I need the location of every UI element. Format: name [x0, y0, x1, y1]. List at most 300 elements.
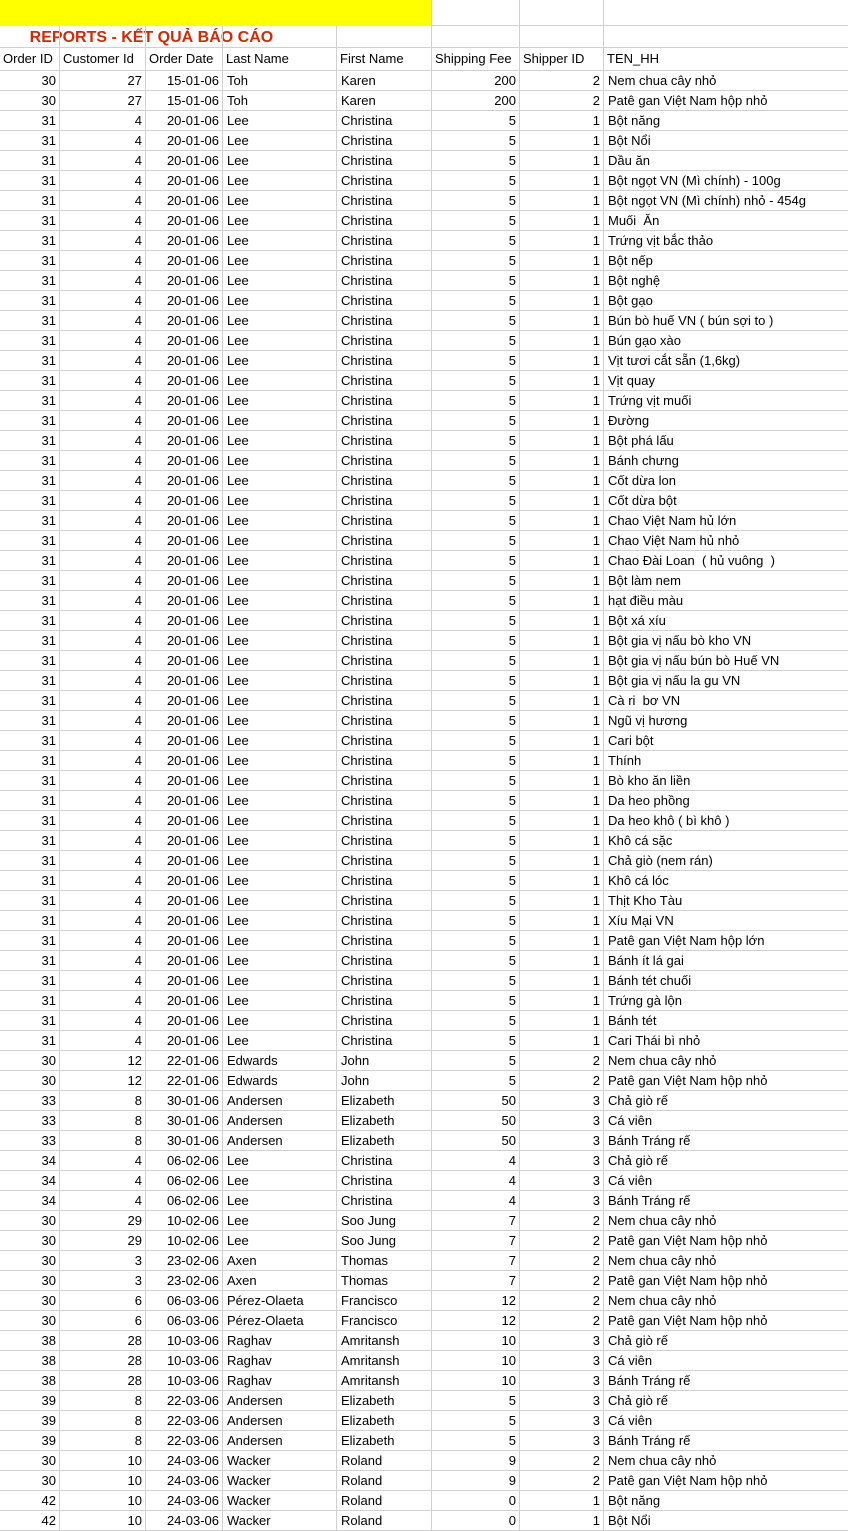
cell-shipper_id[interactable]: 1: [520, 351, 604, 371]
cell-shipper_id[interactable]: 1: [520, 251, 604, 271]
cell-shipping_fee[interactable]: 4: [432, 1171, 520, 1191]
cell-first_name[interactable]: Christina: [337, 631, 432, 651]
cell-shipper_id[interactable]: 1: [520, 1031, 604, 1051]
cell-order_id[interactable]: 31: [0, 991, 60, 1011]
cell-customer_id[interactable]: 4: [60, 991, 146, 1011]
cell-last_name[interactable]: Axen: [223, 1271, 337, 1291]
cell-last_name[interactable]: Lee: [223, 551, 337, 571]
cell-order_id[interactable]: 31: [0, 931, 60, 951]
cell-first_name[interactable]: Christina: [337, 891, 432, 911]
cell-first_name[interactable]: Amritansh: [337, 1351, 432, 1371]
cell-customer_id[interactable]: 4: [60, 971, 146, 991]
cell-order_id[interactable]: 42: [0, 1511, 60, 1531]
cell-shipping_fee[interactable]: 5: [432, 511, 520, 531]
cell-shipping_fee[interactable]: 7: [432, 1231, 520, 1251]
cell-last_name[interactable]: Lee: [223, 671, 337, 691]
empty-cell[interactable]: [520, 0, 604, 26]
cell-last_name[interactable]: Lee: [223, 631, 337, 651]
cell-ten_hh[interactable]: Đường: [604, 411, 848, 431]
cell-order_id[interactable]: 38: [0, 1351, 60, 1371]
cell-first_name[interactable]: Christina: [337, 811, 432, 831]
cell-customer_id[interactable]: 4: [60, 331, 146, 351]
cell-order_id[interactable]: 31: [0, 451, 60, 471]
empty-cell[interactable]: [432, 26, 520, 48]
cell-order_date[interactable]: 20-01-06: [146, 691, 223, 711]
cell-shipper_id[interactable]: 1: [520, 271, 604, 291]
cell-shipping_fee[interactable]: 5: [432, 131, 520, 151]
cell-shipper_id[interactable]: 2: [520, 1071, 604, 1091]
cell-order_id[interactable]: 31: [0, 391, 60, 411]
cell-shipper_id[interactable]: 1: [520, 871, 604, 891]
cell-shipper_id[interactable]: 1: [520, 971, 604, 991]
cell-shipper_id[interactable]: 1: [520, 191, 604, 211]
cell-first_name[interactable]: Christina: [337, 211, 432, 231]
cell-first_name[interactable]: Christina: [337, 711, 432, 731]
cell-last_name[interactable]: Lee: [223, 251, 337, 271]
cell-last_name[interactable]: Edwards: [223, 1071, 337, 1091]
cell-order_date[interactable]: 20-01-06: [146, 111, 223, 131]
cell-ten_hh[interactable]: Chả giò (nem rán): [604, 851, 848, 871]
cell-shipper_id[interactable]: 2: [520, 1451, 604, 1471]
cell-order_date[interactable]: 20-01-06: [146, 571, 223, 591]
cell-first_name[interactable]: Christina: [337, 831, 432, 851]
cell-last_name[interactable]: Lee: [223, 951, 337, 971]
cell-shipper_id[interactable]: 1: [520, 811, 604, 831]
column-header-last_name[interactable]: Last Name: [223, 48, 337, 71]
cell-customer_id[interactable]: 4: [60, 1011, 146, 1031]
cell-customer_id[interactable]: 4: [60, 1191, 146, 1211]
cell-customer_id[interactable]: 10: [60, 1471, 146, 1491]
cell-last_name[interactable]: Toh: [223, 91, 337, 111]
cell-ten_hh[interactable]: Bánh Tráng rế: [604, 1371, 848, 1391]
column-header-order_date[interactable]: Order Date: [146, 48, 223, 71]
cell-customer_id[interactable]: 10: [60, 1491, 146, 1511]
cell-shipping_fee[interactable]: 5: [432, 151, 520, 171]
cell-order_date[interactable]: 20-01-06: [146, 551, 223, 571]
cell-order_date[interactable]: 20-01-06: [146, 291, 223, 311]
cell-ten_hh[interactable]: Cốt dừa lon: [604, 471, 848, 491]
cell-shipper_id[interactable]: 1: [520, 111, 604, 131]
cell-ten_hh[interactable]: Bột nếp: [604, 251, 848, 271]
cell-last_name[interactable]: Lee: [223, 411, 337, 431]
cell-last_name[interactable]: Edwards: [223, 1051, 337, 1071]
cell-shipping_fee[interactable]: 5: [432, 531, 520, 551]
cell-order_id[interactable]: 30: [0, 1051, 60, 1071]
cell-order_date[interactable]: 20-01-06: [146, 911, 223, 931]
cell-ten_hh[interactable]: Trứng vịt bắc thảo: [604, 231, 848, 251]
cell-shipping_fee[interactable]: 5: [432, 651, 520, 671]
cell-ten_hh[interactable]: Chả giò rế: [604, 1391, 848, 1411]
cell-shipping_fee[interactable]: 4: [432, 1151, 520, 1171]
cell-ten_hh[interactable]: Bánh Tráng rế: [604, 1191, 848, 1211]
cell-shipping_fee[interactable]: 0: [432, 1491, 520, 1511]
cell-customer_id[interactable]: 4: [60, 251, 146, 271]
cell-ten_hh[interactable]: Cá viên: [604, 1111, 848, 1131]
cell-customer_id[interactable]: 4: [60, 151, 146, 171]
cell-ten_hh[interactable]: Trứng gà lộn: [604, 991, 848, 1011]
cell-customer_id[interactable]: 4: [60, 731, 146, 751]
cell-last_name[interactable]: Lee: [223, 531, 337, 551]
cell-shipper_id[interactable]: 1: [520, 231, 604, 251]
cell-order_date[interactable]: 20-01-06: [146, 331, 223, 351]
cell-order_id[interactable]: 31: [0, 351, 60, 371]
cell-order_date[interactable]: 20-01-06: [146, 251, 223, 271]
cell-order_date[interactable]: 30-01-06: [146, 1091, 223, 1111]
cell-first_name[interactable]: Amritansh: [337, 1371, 432, 1391]
cell-customer_id[interactable]: 4: [60, 371, 146, 391]
cell-order_id[interactable]: 31: [0, 971, 60, 991]
cell-order_date[interactable]: 10-03-06: [146, 1331, 223, 1351]
cell-order_id[interactable]: 31: [0, 311, 60, 331]
cell-first_name[interactable]: Christina: [337, 991, 432, 1011]
cell-ten_hh[interactable]: Patê gan Việt Nam hộp nhỏ: [604, 1311, 848, 1331]
cell-ten_hh[interactable]: Thịt Kho Tàu: [604, 891, 848, 911]
cell-customer_id[interactable]: 4: [60, 431, 146, 451]
cell-last_name[interactable]: Lee: [223, 891, 337, 911]
cell-ten_hh[interactable]: Xíu Mại VN: [604, 911, 848, 931]
cell-customer_id[interactable]: 10: [60, 1451, 146, 1471]
cell-last_name[interactable]: Axen: [223, 1251, 337, 1271]
cell-ten_hh[interactable]: Da heo khô ( bì khô ): [604, 811, 848, 831]
cell-last_name[interactable]: Wacker: [223, 1491, 337, 1511]
cell-shipping_fee[interactable]: 7: [432, 1271, 520, 1291]
cell-shipping_fee[interactable]: 5: [432, 211, 520, 231]
cell-shipper_id[interactable]: 1: [520, 371, 604, 391]
cell-first_name[interactable]: Christina: [337, 231, 432, 251]
cell-order_id[interactable]: 31: [0, 731, 60, 751]
cell-customer_id[interactable]: 29: [60, 1211, 146, 1231]
cell-customer_id[interactable]: 3: [60, 1251, 146, 1271]
cell-ten_hh[interactable]: Cà ri bơ VN: [604, 691, 848, 711]
cell-order_id[interactable]: 30: [0, 1471, 60, 1491]
cell-shipping_fee[interactable]: 5: [432, 391, 520, 411]
cell-first_name[interactable]: Christina: [337, 771, 432, 791]
cell-order_date[interactable]: 20-01-06: [146, 811, 223, 831]
cell-customer_id[interactable]: 4: [60, 351, 146, 371]
cell-shipper_id[interactable]: 1: [520, 631, 604, 651]
cell-last_name[interactable]: Andersen: [223, 1431, 337, 1451]
cell-order_id[interactable]: 31: [0, 431, 60, 451]
cell-shipper_id[interactable]: 1: [520, 211, 604, 231]
cell-customer_id[interactable]: 4: [60, 511, 146, 531]
cell-ten_hh[interactable]: Dầu ăn: [604, 151, 848, 171]
cell-first_name[interactable]: Roland: [337, 1451, 432, 1471]
cell-order_id[interactable]: 30: [0, 1311, 60, 1331]
cell-order_id[interactable]: 31: [0, 651, 60, 671]
cell-first_name[interactable]: John: [337, 1051, 432, 1071]
cell-first_name[interactable]: Christina: [337, 931, 432, 951]
empty-cell[interactable]: [604, 0, 848, 26]
cell-last_name[interactable]: Wacker: [223, 1471, 337, 1491]
column-header-shipper_id[interactable]: Shipper ID: [520, 48, 604, 71]
cell-shipper_id[interactable]: 1: [520, 851, 604, 871]
cell-order_date[interactable]: 10-02-06: [146, 1231, 223, 1251]
cell-ten_hh[interactable]: Chao Việt Nam hủ nhỏ: [604, 531, 848, 551]
cell-first_name[interactable]: Roland: [337, 1511, 432, 1531]
cell-shipping_fee[interactable]: 5: [432, 1071, 520, 1091]
cell-customer_id[interactable]: 6: [60, 1311, 146, 1331]
cell-first_name[interactable]: Thomas: [337, 1271, 432, 1291]
cell-shipper_id[interactable]: 3: [520, 1431, 604, 1451]
cell-last_name[interactable]: Lee: [223, 451, 337, 471]
cell-first_name[interactable]: Christina: [337, 431, 432, 451]
cell-shipper_id[interactable]: 1: [520, 1011, 604, 1031]
cell-shipping_fee[interactable]: 5: [432, 671, 520, 691]
cell-order_id[interactable]: 31: [0, 271, 60, 291]
cell-shipping_fee[interactable]: 5: [432, 751, 520, 771]
column-header-ten_hh[interactable]: TEN_HH: [604, 48, 848, 71]
cell-customer_id[interactable]: 4: [60, 751, 146, 771]
cell-last_name[interactable]: Lee: [223, 211, 337, 231]
cell-first_name[interactable]: Christina: [337, 551, 432, 571]
cell-last_name[interactable]: Lee: [223, 1191, 337, 1211]
cell-order_id[interactable]: 31: [0, 1011, 60, 1031]
cell-last_name[interactable]: Lee: [223, 591, 337, 611]
cell-order_date[interactable]: 20-01-06: [146, 651, 223, 671]
cell-shipper_id[interactable]: 3: [520, 1091, 604, 1111]
cell-shipping_fee[interactable]: 5: [432, 111, 520, 131]
cell-customer_id[interactable]: 4: [60, 211, 146, 231]
cell-ten_hh[interactable]: Bánh Tráng rế: [604, 1131, 848, 1151]
cell-last_name[interactable]: Lee: [223, 491, 337, 511]
cell-order_date[interactable]: 20-01-06: [146, 191, 223, 211]
cell-first_name[interactable]: Christina: [337, 111, 432, 131]
cell-ten_hh[interactable]: Nem chua cây nhỏ: [604, 1291, 848, 1311]
cell-ten_hh[interactable]: Patê gan Việt Nam hộp nhỏ: [604, 1231, 848, 1251]
cell-customer_id[interactable]: 8: [60, 1111, 146, 1131]
cell-order_date[interactable]: 30-01-06: [146, 1111, 223, 1131]
cell-shipper_id[interactable]: 1: [520, 491, 604, 511]
cell-shipper_id[interactable]: 1: [520, 591, 604, 611]
cell-shipping_fee[interactable]: 5: [432, 691, 520, 711]
cell-ten_hh[interactable]: Da heo phồng: [604, 791, 848, 811]
cell-order_date[interactable]: 06-02-06: [146, 1191, 223, 1211]
cell-ten_hh[interactable]: Bột Nổi: [604, 1511, 848, 1531]
cell-last_name[interactable]: Lee: [223, 991, 337, 1011]
cell-ten_hh[interactable]: Bánh ít lá gai: [604, 951, 848, 971]
cell-shipping_fee[interactable]: 7: [432, 1251, 520, 1271]
cell-customer_id[interactable]: 8: [60, 1411, 146, 1431]
cell-last_name[interactable]: Lee: [223, 431, 337, 451]
cell-order_id[interactable]: 31: [0, 831, 60, 851]
cell-shipper_id[interactable]: 1: [520, 791, 604, 811]
cell-ten_hh[interactable]: Bột xá xíu: [604, 611, 848, 631]
cell-ten_hh[interactable]: Nem chua cây nhỏ: [604, 1251, 848, 1271]
cell-shipper_id[interactable]: 1: [520, 131, 604, 151]
cell-first_name[interactable]: Christina: [337, 971, 432, 991]
cell-customer_id[interactable]: 4: [60, 711, 146, 731]
cell-shipper_id[interactable]: 1: [520, 951, 604, 971]
cell-shipper_id[interactable]: 1: [520, 291, 604, 311]
column-header-first_name[interactable]: First Name: [337, 48, 432, 71]
cell-first_name[interactable]: Christina: [337, 131, 432, 151]
cell-order_id[interactable]: 31: [0, 631, 60, 651]
cell-order_date[interactable]: 20-01-06: [146, 891, 223, 911]
cell-shipper_id[interactable]: 3: [520, 1111, 604, 1131]
cell-first_name[interactable]: Roland: [337, 1471, 432, 1491]
cell-ten_hh[interactable]: Bột nghệ: [604, 271, 848, 291]
cell-shipper_id[interactable]: 2: [520, 1231, 604, 1251]
cell-order_id[interactable]: 31: [0, 531, 60, 551]
cell-customer_id[interactable]: 4: [60, 611, 146, 631]
cell-first_name[interactable]: Elizabeth: [337, 1111, 432, 1131]
cell-shipping_fee[interactable]: 12: [432, 1311, 520, 1331]
cell-ten_hh[interactable]: Cá viên: [604, 1171, 848, 1191]
cell-shipper_id[interactable]: 1: [520, 511, 604, 531]
cell-first_name[interactable]: Christina: [337, 871, 432, 891]
cell-last_name[interactable]: Lee: [223, 791, 337, 811]
cell-last_name[interactable]: Lee: [223, 511, 337, 531]
cell-first_name[interactable]: Amritansh: [337, 1331, 432, 1351]
cell-ten_hh[interactable]: Thính: [604, 751, 848, 771]
cell-order_id[interactable]: 39: [0, 1431, 60, 1451]
cell-order_id[interactable]: 31: [0, 1031, 60, 1051]
cell-order_id[interactable]: 31: [0, 411, 60, 431]
cell-customer_id[interactable]: 4: [60, 671, 146, 691]
cell-customer_id[interactable]: 28: [60, 1351, 146, 1371]
cell-order_date[interactable]: 24-03-06: [146, 1471, 223, 1491]
cell-first_name[interactable]: Christina: [337, 1031, 432, 1051]
cell-order_id[interactable]: 30: [0, 1071, 60, 1091]
cell-shipping_fee[interactable]: 5: [432, 1051, 520, 1071]
cell-order_id[interactable]: 30: [0, 1271, 60, 1291]
cell-order_date[interactable]: 20-01-06: [146, 851, 223, 871]
cell-last_name[interactable]: Raghav: [223, 1351, 337, 1371]
cell-order_date[interactable]: 22-01-06: [146, 1051, 223, 1071]
cell-order_id[interactable]: 31: [0, 611, 60, 631]
cell-order_id[interactable]: 31: [0, 571, 60, 591]
cell-ten_hh[interactable]: Bột năng: [604, 111, 848, 131]
cell-customer_id[interactable]: 29: [60, 1231, 146, 1251]
cell-last_name[interactable]: Lee: [223, 731, 337, 751]
cell-shipper_id[interactable]: 2: [520, 1211, 604, 1231]
cell-ten_hh[interactable]: Chao Việt Nam hủ lớn: [604, 511, 848, 531]
cell-order_id[interactable]: 31: [0, 771, 60, 791]
cell-customer_id[interactable]: 4: [60, 651, 146, 671]
cell-shipping_fee[interactable]: 5: [432, 631, 520, 651]
cell-customer_id[interactable]: 4: [60, 311, 146, 331]
cell-shipping_fee[interactable]: 5: [432, 591, 520, 611]
cell-order_id[interactable]: 31: [0, 231, 60, 251]
cell-last_name[interactable]: Lee: [223, 1211, 337, 1231]
cell-ten_hh[interactable]: Khô cá lóc: [604, 871, 848, 891]
cell-shipper_id[interactable]: 1: [520, 891, 604, 911]
cell-shipping_fee[interactable]: 5: [432, 871, 520, 891]
cell-shipping_fee[interactable]: 5: [432, 831, 520, 851]
cell-first_name[interactable]: Christina: [337, 591, 432, 611]
cell-first_name[interactable]: Christina: [337, 851, 432, 871]
cell-last_name[interactable]: Raghav: [223, 1371, 337, 1391]
cell-order_date[interactable]: 24-03-06: [146, 1451, 223, 1471]
cell-shipping_fee[interactable]: 5: [432, 1391, 520, 1411]
cell-last_name[interactable]: Lee: [223, 371, 337, 391]
cell-customer_id[interactable]: 6: [60, 1291, 146, 1311]
report-title-cell[interactable]: [0, 0, 432, 46]
cell-ten_hh[interactable]: Bột Nổi: [604, 131, 848, 151]
cell-order_id[interactable]: 31: [0, 251, 60, 271]
cell-shipper_id[interactable]: 2: [520, 1291, 604, 1311]
cell-ten_hh[interactable]: Bún gạo xào: [604, 331, 848, 351]
cell-first_name[interactable]: Christina: [337, 791, 432, 811]
cell-first_name[interactable]: Christina: [337, 471, 432, 491]
cell-shipping_fee[interactable]: 5: [432, 991, 520, 1011]
cell-order_date[interactable]: 20-01-06: [146, 611, 223, 631]
cell-shipper_id[interactable]: 3: [520, 1171, 604, 1191]
cell-shipping_fee[interactable]: 50: [432, 1091, 520, 1111]
cell-last_name[interactable]: Lee: [223, 1151, 337, 1171]
cell-shipping_fee[interactable]: 5: [432, 191, 520, 211]
cell-order_id[interactable]: 31: [0, 171, 60, 191]
cell-first_name[interactable]: Christina: [337, 1191, 432, 1211]
cell-shipping_fee[interactable]: 200: [432, 91, 520, 111]
cell-order_id[interactable]: 31: [0, 871, 60, 891]
cell-ten_hh[interactable]: Vịt quay: [604, 371, 848, 391]
cell-ten_hh[interactable]: Bánh Tráng rế: [604, 1431, 848, 1451]
cell-last_name[interactable]: Wacker: [223, 1451, 337, 1471]
cell-last_name[interactable]: Raghav: [223, 1331, 337, 1351]
cell-order_date[interactable]: 20-01-06: [146, 951, 223, 971]
cell-order_date[interactable]: 20-01-06: [146, 451, 223, 471]
cell-shipping_fee[interactable]: 5: [432, 911, 520, 931]
cell-customer_id[interactable]: 4: [60, 571, 146, 591]
cell-first_name[interactable]: Christina: [337, 411, 432, 431]
cell-customer_id[interactable]: 4: [60, 1031, 146, 1051]
cell-order_id[interactable]: 31: [0, 471, 60, 491]
cell-shipper_id[interactable]: 1: [520, 671, 604, 691]
cell-last_name[interactable]: Andersen: [223, 1091, 337, 1111]
cell-shipping_fee[interactable]: 5: [432, 1011, 520, 1031]
cell-order_id[interactable]: 39: [0, 1391, 60, 1411]
cell-order_date[interactable]: 20-01-06: [146, 671, 223, 691]
cell-first_name[interactable]: Elizabeth: [337, 1391, 432, 1411]
cell-last_name[interactable]: Lee: [223, 131, 337, 151]
cell-last_name[interactable]: Lee: [223, 111, 337, 131]
cell-first_name[interactable]: Christina: [337, 1171, 432, 1191]
cell-customer_id[interactable]: 4: [60, 271, 146, 291]
cell-order_date[interactable]: 10-02-06: [146, 1211, 223, 1231]
cell-order_date[interactable]: 22-03-06: [146, 1391, 223, 1411]
cell-shipper_id[interactable]: 2: [520, 1471, 604, 1491]
cell-customer_id[interactable]: 4: [60, 531, 146, 551]
cell-last_name[interactable]: Lee: [223, 711, 337, 731]
cell-customer_id[interactable]: 4: [60, 1171, 146, 1191]
cell-first_name[interactable]: Christina: [337, 531, 432, 551]
cell-order_date[interactable]: 20-01-06: [146, 151, 223, 171]
cell-shipping_fee[interactable]: 5: [432, 491, 520, 511]
cell-ten_hh[interactable]: Ngũ vị hương: [604, 711, 848, 731]
cell-first_name[interactable]: Christina: [337, 491, 432, 511]
cell-customer_id[interactable]: 4: [60, 831, 146, 851]
cell-shipping_fee[interactable]: 5: [432, 271, 520, 291]
cell-shipping_fee[interactable]: 5: [432, 931, 520, 951]
cell-first_name[interactable]: Christina: [337, 671, 432, 691]
cell-customer_id[interactable]: 4: [60, 911, 146, 931]
cell-first_name[interactable]: Christina: [337, 691, 432, 711]
cell-customer_id[interactable]: 28: [60, 1371, 146, 1391]
cell-shipper_id[interactable]: 3: [520, 1191, 604, 1211]
cell-shipper_id[interactable]: 1: [520, 911, 604, 931]
cell-customer_id[interactable]: 3: [60, 1271, 146, 1291]
cell-order_id[interactable]: 33: [0, 1111, 60, 1131]
cell-ten_hh[interactable]: Chao Đài Loan ( hủ vuông ): [604, 551, 848, 571]
cell-shipping_fee[interactable]: 4: [432, 1191, 520, 1211]
cell-shipper_id[interactable]: 1: [520, 1511, 604, 1531]
cell-first_name[interactable]: Christina: [337, 1011, 432, 1031]
cell-ten_hh[interactable]: Khô cá sặc: [604, 831, 848, 851]
cell-first_name[interactable]: Christina: [337, 651, 432, 671]
cell-order_id[interactable]: 31: [0, 191, 60, 211]
cell-shipper_id[interactable]: 2: [520, 1251, 604, 1271]
